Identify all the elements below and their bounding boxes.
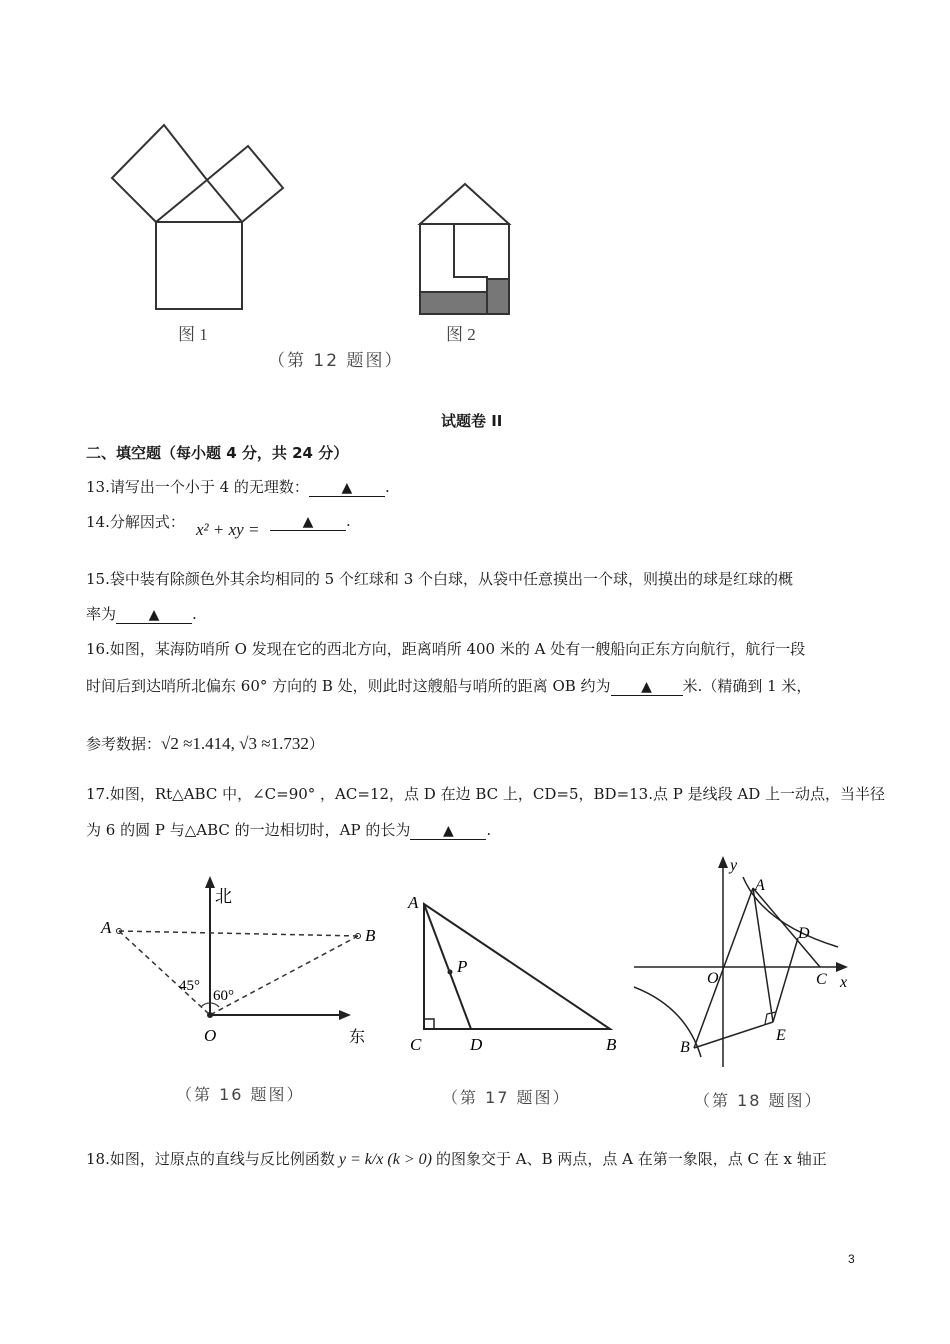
question-15-line-2: 率为 ▲ . bbox=[86, 605, 197, 623]
question-16-reference: 参考数据：√2 ≈1.414, √3 ≈1.732） bbox=[86, 734, 324, 753]
segment-AB bbox=[119, 931, 358, 936]
answer-blank-14: ▲ bbox=[270, 514, 346, 531]
fig12-inner-line bbox=[454, 224, 487, 292]
label-B: B bbox=[680, 1039, 690, 1056]
label-C: C bbox=[410, 1035, 422, 1054]
segment-ED bbox=[773, 938, 798, 1022]
label-D: D bbox=[470, 1035, 483, 1054]
point-P bbox=[448, 970, 453, 975]
label-O: O bbox=[707, 970, 719, 987]
label-A: A bbox=[101, 918, 112, 937]
segment-AO bbox=[119, 931, 210, 1015]
question-16-line-1: 16.如图，某海防哨所 O 发现在它的西北方向，距离哨所 400 米的 A 处有一艘船向正东方向航行，航行一段 bbox=[86, 640, 806, 658]
fig12-bottom-square bbox=[156, 222, 242, 309]
answer-blank-16: ▲ bbox=[611, 679, 683, 696]
answer-blank-17: ▲ bbox=[410, 823, 486, 840]
question-14: 14.分解因式： bbox=[86, 513, 185, 531]
label-D: D bbox=[798, 925, 810, 942]
label-O: O bbox=[204, 1026, 217, 1045]
x-axis-arrow bbox=[836, 962, 848, 972]
point-O bbox=[207, 1012, 213, 1018]
fig12-shaded-corner bbox=[487, 279, 509, 314]
label-A: A bbox=[408, 893, 419, 912]
hyperbola-branch-2 bbox=[634, 987, 701, 1057]
figure-16 bbox=[95, 870, 385, 1045]
q18-function: y = k/x (k > 0) bbox=[338, 1151, 432, 1168]
label-P: P bbox=[457, 957, 468, 976]
fig17-caption: （第 17 题图） bbox=[442, 1088, 571, 1107]
fig16-caption: （第 16 题图） bbox=[176, 1085, 305, 1104]
right-angle-mark bbox=[424, 1019, 434, 1029]
label-E: E bbox=[776, 1027, 786, 1044]
question-17-line-2: 为 6 的圆 P 与△ABC 的一边相切时，AP 的长为 ▲ . bbox=[86, 821, 492, 839]
page-number: 3 bbox=[848, 1252, 855, 1266]
part-title: 试题卷 II bbox=[441, 412, 503, 430]
fig12-left-square bbox=[112, 125, 207, 222]
fig12-roof bbox=[420, 184, 509, 224]
fig12-house-diagram bbox=[420, 184, 509, 314]
q14-answer-line: ▲ . bbox=[270, 512, 351, 531]
label-y: y bbox=[730, 857, 738, 874]
fig12-caption: （第 12 题图） bbox=[268, 351, 404, 371]
answer-blank-15: ▲ bbox=[116, 607, 192, 624]
answer-blank-13: ▲ bbox=[309, 480, 385, 497]
figure-17 bbox=[400, 888, 630, 1063]
label-x: x bbox=[840, 974, 848, 991]
fig12-right-square bbox=[207, 146, 283, 222]
question-16-line-2: 时间后到达哨所北偏东 60° 方向的 B 处，则此时这艘船与哨所的距离 OB 约为 ▲ 米.（精确到 1 米， bbox=[86, 677, 812, 695]
question-17-line-1: 17.如图，Rt△ABC 中，∠C=90° ，AC=12，点 D 在边 BC 上，CD=5，BD=13.点 P 是线段 AD 上一动点，当半径 bbox=[86, 785, 886, 803]
label-angle-45: 45° bbox=[179, 978, 200, 994]
figure-18 bbox=[628, 852, 858, 1072]
fig12-caption-2: 图 2 bbox=[446, 325, 476, 344]
label-east: 东 bbox=[349, 1029, 366, 1045]
label-B: B bbox=[365, 926, 376, 945]
label-C: C bbox=[816, 971, 827, 988]
q14-expression: x² + xy = bbox=[196, 520, 260, 539]
question-15-line-1: 15.袋中装有除颜色外其余均相同的 5 个红球和 3 个白球，从袋中任意摸出一个球，则摸出的球是红球的概 bbox=[86, 570, 794, 588]
label-B: B bbox=[606, 1035, 617, 1054]
fig12-caption-1: 图 1 bbox=[178, 325, 208, 344]
north-arrow-head bbox=[205, 876, 215, 888]
segment-BE bbox=[694, 1022, 773, 1048]
label-A: A bbox=[755, 877, 765, 894]
label-angle-60: 60° bbox=[213, 988, 234, 1004]
fig12-pythagoras-diagram bbox=[112, 125, 283, 309]
y-axis-arrow bbox=[718, 856, 728, 868]
q16-reference-values: √2 ≈1.414, √3 ≈1.732 bbox=[161, 734, 309, 753]
section-title: 二、填空题（每小题 4 分，共 24 分） bbox=[86, 444, 349, 462]
triangle-ABC bbox=[424, 904, 610, 1029]
question-13: 13.请写出一个小于 4 的无理数： ▲ . bbox=[86, 478, 390, 496]
figure-12 bbox=[100, 112, 540, 382]
question-18: 18.如图，过原点的直线与反比例函数 y = k/x (k > 0) 的图象交于 A、B 两点，点 A 在第一象限，点 C 在 x 轴正 bbox=[86, 1150, 827, 1168]
label-north: 北 bbox=[215, 887, 232, 906]
east-arrow-head bbox=[339, 1010, 351, 1020]
fig18-caption: （第 18 题图） bbox=[694, 1091, 823, 1110]
